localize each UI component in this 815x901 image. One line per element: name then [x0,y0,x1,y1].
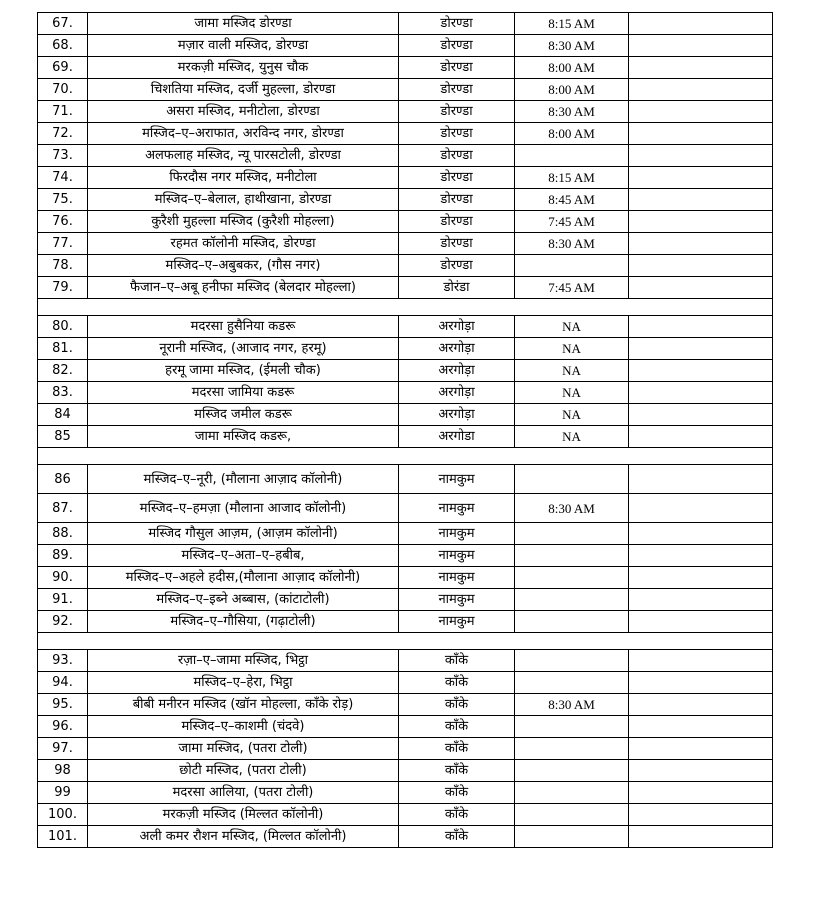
blank-cell [629,545,773,567]
serial-number-cell: 86 [38,465,88,494]
separator-cell [38,299,773,316]
area-cell: डोरण्डा [399,167,515,189]
serial-number-cell: 72. [38,123,88,145]
blank-cell [629,523,773,545]
prayer-time-cell [515,145,629,167]
prayer-time-cell [515,545,629,567]
blank-cell [629,465,773,494]
mosque-name-cell: मस्जिद–ए–हमज़ा (मौलाना आजाद कॉलोनी) [88,494,399,523]
blank-cell [629,79,773,101]
mosque-name-cell: मदरसा हुसैनिया कडरू [88,316,399,338]
blank-cell [629,233,773,255]
area-cell: डोरण्डा [399,79,515,101]
blank-cell [629,567,773,589]
prayer-time-cell [515,523,629,545]
blank-cell [629,277,773,299]
mosque-name-cell: कुरैशी मुहल्ला मस्जिद (कुरैशी मोहल्ला) [88,211,399,233]
table-row [38,694,773,716]
prayer-time-cell: NA [515,426,629,448]
mosque-name-cell: जामा मस्जिद डोरण्डा [88,13,399,35]
table-row [38,494,773,523]
mosque-name-cell: रहमत कॉलोनी मस्जिद, डोरण्डा [88,233,399,255]
table-row [38,360,773,382]
area-cell: डोरण्डा [399,57,515,79]
serial-number-cell: 101. [38,826,88,848]
blank-cell [629,426,773,448]
table-row [38,145,773,167]
table-row [38,804,773,826]
area-cell: अरगोड़ा [399,360,515,382]
mosque-name-cell: जामा मस्जिद, (पतरा टोली) [88,738,399,760]
area-cell: अरगोड़ा [399,338,515,360]
table-row [38,211,773,233]
blank-cell [629,589,773,611]
blank-cell [629,189,773,211]
prayer-time-cell: 8:45 AM [515,189,629,211]
area-cell: डोरण्डा [399,255,515,277]
area-cell: नामकुम [399,567,515,589]
area-cell: अरगोड़ा [399,382,515,404]
prayer-time-cell: 8:00 AM [515,57,629,79]
serial-number-cell: 80. [38,316,88,338]
table-row [38,738,773,760]
blank-cell [629,650,773,672]
prayer-time-cell [515,804,629,826]
area-cell: नामकुम [399,523,515,545]
table-row [38,35,773,57]
area-cell: काँके [399,694,515,716]
table-row [38,123,773,145]
blank-cell [629,316,773,338]
mosque-name-cell: रज़ा–ए–जामा मस्जिद, भिट्ठा [88,650,399,672]
mosque-name-cell: बीबी मनीरन मस्जिद (खॉन मोहल्ला, काँके रोड़) [88,694,399,716]
serial-number-cell: 96. [38,716,88,738]
area-cell: अरगोडा [399,426,515,448]
mosque-name-cell: मरकज़ी मस्जिद, युनुस चौक [88,57,399,79]
serial-number-cell: 90. [38,567,88,589]
serial-number-cell: 83. [38,382,88,404]
table-row [38,13,773,35]
table-row [38,650,773,672]
mosque-name-cell: मस्जिद जमील कडरू [88,404,399,426]
serial-number-cell: 69. [38,57,88,79]
blank-cell [629,13,773,35]
prayer-time-cell: 8:30 AM [515,494,629,523]
table-row [38,57,773,79]
table-row [38,523,773,545]
serial-number-cell: 85 [38,426,88,448]
prayer-time-cell: 8:30 AM [515,233,629,255]
area-cell: डोरण्डा [399,211,515,233]
blank-cell [629,694,773,716]
table-row [38,672,773,694]
section-separator-row [38,299,773,316]
mosque-name-cell: असरा मस्जिद, मनीटोला, डोरण्डा [88,101,399,123]
prayer-time-cell: NA [515,404,629,426]
separator-cell [38,448,773,465]
table-row [38,277,773,299]
prayer-time-cell [515,589,629,611]
mosque-name-cell: फिरदौस नगर मस्जिद, मनीटोला [88,167,399,189]
blank-cell [629,760,773,782]
mosque-name-cell: नूरानी मस्जिद, (आजाद नगर, हरमू) [88,338,399,360]
serial-number-cell: 99 [38,782,88,804]
serial-number-cell: 89. [38,545,88,567]
mosque-name-cell: हरमू जामा मस्जिद, (ईमली चौक) [88,360,399,382]
serial-number-cell: 68. [38,35,88,57]
prayer-time-cell: NA [515,338,629,360]
table-row [38,79,773,101]
prayer-time-cell: 8:00 AM [515,123,629,145]
table-row [38,567,773,589]
table-row [38,382,773,404]
serial-number-cell: 79. [38,277,88,299]
mosque-name-cell: मरकज़ी मस्जिद (मिल्लत कॉलोनी) [88,804,399,826]
serial-number-cell: 75. [38,189,88,211]
blank-cell [629,35,773,57]
serial-number-cell: 82. [38,360,88,382]
prayer-time-cell [515,826,629,848]
area-cell: काँके [399,826,515,848]
mosque-timing-table [37,12,773,848]
table-row [38,760,773,782]
prayer-time-cell: 8:30 AM [515,694,629,716]
table-row [38,404,773,426]
area-cell: काँके [399,738,515,760]
area-cell: डोरण्डा [399,145,515,167]
mosque-name-cell: मदरसा जामिया कडरू [88,382,399,404]
area-cell: डोरंडा [399,277,515,299]
area-cell: डोरण्डा [399,233,515,255]
blank-cell [629,57,773,79]
table-row [38,233,773,255]
area-cell: काँके [399,760,515,782]
blank-cell [629,716,773,738]
area-cell: डोरण्डा [399,123,515,145]
table-row [38,189,773,211]
prayer-time-cell: 7:45 AM [515,277,629,299]
serial-number-cell: 97. [38,738,88,760]
mosque-name-cell: मस्जिद–ए–काशमी (चंदवे) [88,716,399,738]
area-cell: काँके [399,672,515,694]
mosque-name-cell: मस्जिद–ए–गौसिया, (गढ़ाटोली) [88,611,399,633]
serial-number-cell: 100. [38,804,88,826]
area-cell: नामकुम [399,465,515,494]
blank-cell [629,494,773,523]
serial-number-cell: 93. [38,650,88,672]
serial-number-cell: 92. [38,611,88,633]
prayer-time-cell: NA [515,316,629,338]
blank-cell [629,338,773,360]
table-row [38,589,773,611]
area-cell: डोरण्डा [399,13,515,35]
prayer-time-cell: 8:15 AM [515,13,629,35]
prayer-time-cell: NA [515,360,629,382]
blank-cell [629,382,773,404]
table-row [38,545,773,567]
prayer-time-cell: 8:30 AM [515,35,629,57]
table-row [38,611,773,633]
prayer-time-cell: 8:00 AM [515,79,629,101]
blank-cell [629,611,773,633]
mosque-name-cell: मस्जिद–ए–अराफात, अरविन्द नगर, डोरण्डा [88,123,399,145]
blank-cell [629,145,773,167]
section-separator-row [38,448,773,465]
prayer-time-cell [515,760,629,782]
mosque-name-cell: मस्जिद–ए–नूरी, (मौलाना आज़ाद कॉलोनी) [88,465,399,494]
mosque-name-cell: मस्जिद–ए–हेरा, भिट्ठा [88,672,399,694]
mosque-name-cell: मस्जिद–ए–बेलाल, हाथीखाना, डोरण्डा [88,189,399,211]
blank-cell [629,255,773,277]
mosque-name-cell: मस्जिद–ए–अबुबकर, (गौस नगर) [88,255,399,277]
area-cell: काँके [399,650,515,672]
table-row [38,255,773,277]
blank-cell [629,360,773,382]
blank-cell [629,738,773,760]
prayer-time-cell: NA [515,382,629,404]
blank-cell [629,782,773,804]
table-row [38,782,773,804]
serial-number-cell: 84 [38,404,88,426]
table-row [38,716,773,738]
serial-number-cell: 87. [38,494,88,523]
serial-number-cell: 73. [38,145,88,167]
table-body [38,13,773,848]
table-row [38,826,773,848]
serial-number-cell: 71. [38,101,88,123]
table-row [38,167,773,189]
area-cell: डोरण्डा [399,35,515,57]
prayer-time-cell [515,650,629,672]
table-row [38,465,773,494]
blank-cell [629,826,773,848]
mosque-name-cell: जामा मस्जिद कडरू, [88,426,399,448]
prayer-time-cell [515,465,629,494]
blank-cell [629,123,773,145]
prayer-time-cell [515,716,629,738]
serial-number-cell: 70. [38,79,88,101]
prayer-time-cell [515,782,629,804]
prayer-time-cell [515,672,629,694]
serial-number-cell: 81. [38,338,88,360]
serial-number-cell: 77. [38,233,88,255]
area-cell: काँके [399,716,515,738]
mosque-name-cell: छोटी मस्जिद, (पतरा टोली) [88,760,399,782]
blank-cell [629,167,773,189]
area-cell: नामकुम [399,589,515,611]
mosque-name-cell: मज़ार वाली मस्जिद, डोरण्डा [88,35,399,57]
separator-cell [38,633,773,650]
table-row [38,316,773,338]
area-cell: अरगोड़ा [399,316,515,338]
area-cell: काँके [399,804,515,826]
area-cell: नामकुम [399,611,515,633]
blank-cell [629,211,773,233]
prayer-time-cell [515,611,629,633]
mosque-name-cell: अली कमर रौशन मस्जिद, (मिल्लत कॉलोनी) [88,826,399,848]
serial-number-cell: 95. [38,694,88,716]
area-cell: नामकुम [399,545,515,567]
area-cell: डोरण्डा [399,189,515,211]
prayer-time-cell: 7:45 AM [515,211,629,233]
mosque-name-cell: अलफलाह मस्जिद, न्यू पारसटोली, डोरण्डा [88,145,399,167]
prayer-time-cell [515,738,629,760]
prayer-time-cell [515,255,629,277]
serial-number-cell: 74. [38,167,88,189]
serial-number-cell: 88. [38,523,88,545]
area-cell: नामकुम [399,494,515,523]
area-cell: डोरण्डा [399,101,515,123]
mosque-name-cell: मस्जिद गौसुल आज़म, (आज़म कॉलोनी) [88,523,399,545]
mosque-name-cell: मदरसा आलिया, (पतरा टोली) [88,782,399,804]
blank-cell [629,404,773,426]
serial-number-cell: 78. [38,255,88,277]
mosque-name-cell: मस्जिद–ए–इब्ने अब्बास, (कांटाटोली) [88,589,399,611]
mosque-name-cell: चिशतिया मस्जिद, दर्जी मुहल्ला, डोरण्डा [88,79,399,101]
serial-number-cell: 91. [38,589,88,611]
serial-number-cell: 94. [38,672,88,694]
area-cell: काँके [399,782,515,804]
table-row [38,426,773,448]
mosque-name-cell: मस्जिद–ए–अता–ए–हबीब, [88,545,399,567]
blank-cell [629,804,773,826]
prayer-time-cell: 8:15 AM [515,167,629,189]
section-separator-row [38,633,773,650]
serial-number-cell: 76. [38,211,88,233]
area-cell: अरगोड़ा [399,404,515,426]
serial-number-cell: 67. [38,13,88,35]
serial-number-cell: 98 [38,760,88,782]
prayer-time-cell: 8:30 AM [515,101,629,123]
table-row [38,338,773,360]
mosque-name-cell: मस्जिद–ए–अहले हदीस,(मौलाना आज़ाद कॉलोनी) [88,567,399,589]
table-row [38,101,773,123]
mosque-name-cell: फैजान–ए–अबू हनीफा मस्जिद (बेलदार मोहल्ला) [88,277,399,299]
blank-cell [629,101,773,123]
blank-cell [629,672,773,694]
prayer-time-cell [515,567,629,589]
